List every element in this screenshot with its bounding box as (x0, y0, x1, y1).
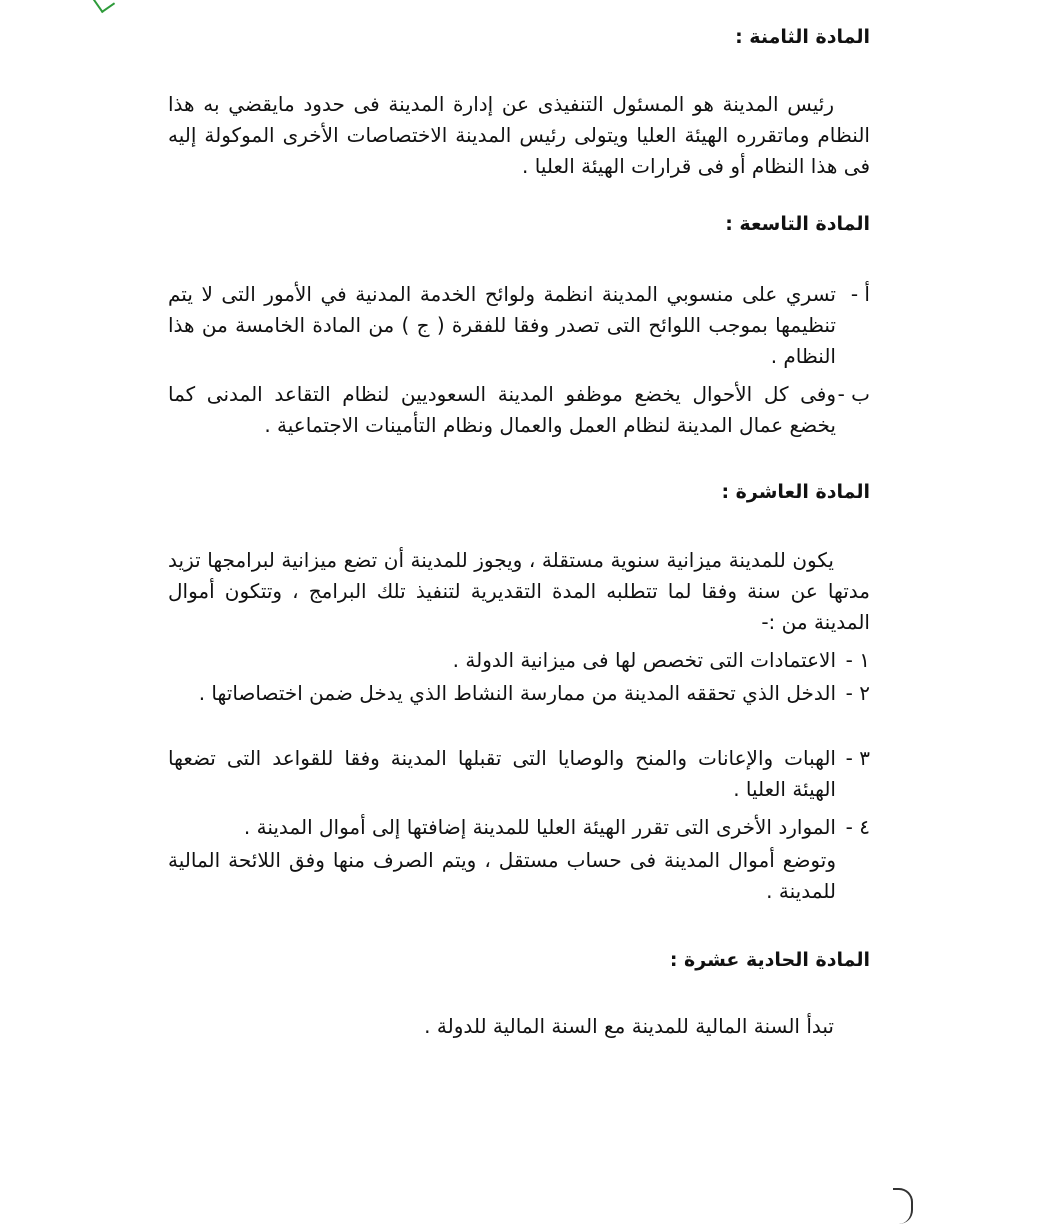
article-8-heading: المادة الثامنة : (735, 26, 870, 48)
item-marker: أ - (850, 282, 870, 306)
article-8-text: رئيس المدينة هو المسئول التنفيذى عن إدارة المدينة فى حدود مايقضي به هذا النظام وماتقرره الهيئة العليا ويتولى رئيس المدينة الاختصاصات الأخرى الموكولة إليه فى هذا النظام أو فى قرارات الهيئة العليا . (168, 92, 870, 178)
item-marker: ٤ - (845, 815, 870, 839)
article-10-item-4 (168, 812, 870, 843)
article-10-item-3 (168, 743, 870, 805)
corner-check-mark (93, 0, 115, 13)
item-marker: ٢ - (845, 681, 870, 705)
article-10-item-2 (168, 678, 870, 709)
article-9-item-a (168, 279, 870, 372)
item-text: الدخل الذي تحققه المدينة من ممارسة النشاط الذي يدخل ضمن اختصاصاتها . (198, 681, 836, 705)
article-9-item-b (168, 379, 870, 441)
item-text: تسري على منسوبي المدينة انظمة ولوائح الخدمة المدنية في الأمور التى لا يتم تنظيمها بموجب اللوائح التى تصدر وفقا للفقرة ( ج ) من المادة الخامسة من هذا النظام . (168, 282, 836, 368)
closing-text: وتوضع أموال المدينة فى حساب مستقل ، ويتم الصرف منها وفق اللائحة المالية للمدينة . (168, 848, 836, 903)
page-edge-bracket (893, 1188, 913, 1224)
item-marker: ٣ - (845, 746, 870, 770)
article-11-heading: المادة الحادية عشرة : (669, 949, 870, 971)
item-marker: ١ - (845, 648, 870, 672)
article-10-heading: المادة العاشرة : (721, 481, 870, 503)
item-marker: ب - (837, 382, 870, 406)
item-text: الموارد الأخرى التى تقرر الهيئة العليا للمدينة إضافتها إلى أموال المدينة . (243, 815, 836, 839)
item-text: وفى كل الأحوال يخضع موظفو المدينة السعوديين لنظام التقاعد المدنى كما يخضع عمال المدينة لنظام العمل والعمال ونظام التأمينات الاجتماعية . (168, 382, 836, 437)
article-9-heading: المادة التاسعة : (725, 213, 870, 235)
article-11-text: تبدأ السنة المالية للمدينة مع السنة المالية للدولة . (424, 1014, 834, 1038)
item-text: الاعتمادات التى تخصص لها فى ميزانية الدولة . (452, 648, 836, 672)
article-10-intro: يكون للمدينة ميزانية سنوية مستقلة ، ويجوز للمدينة أن تضع ميزانية لبرامجها تزيد مدتها عن سنة وفقا لما تتطلبه المدة التقديرية لتنفيذ تلك البرامج ، وتتكون أموال المدينة من :- (168, 548, 870, 634)
item-text: الهبات والإعانات والمنح والوصايا التى تقبلها المدينة وفقا للقواعد التى تضعها الهيئة العليا . (168, 746, 836, 801)
article-10-item-1 (168, 645, 870, 676)
article-10-closing (168, 845, 870, 907)
